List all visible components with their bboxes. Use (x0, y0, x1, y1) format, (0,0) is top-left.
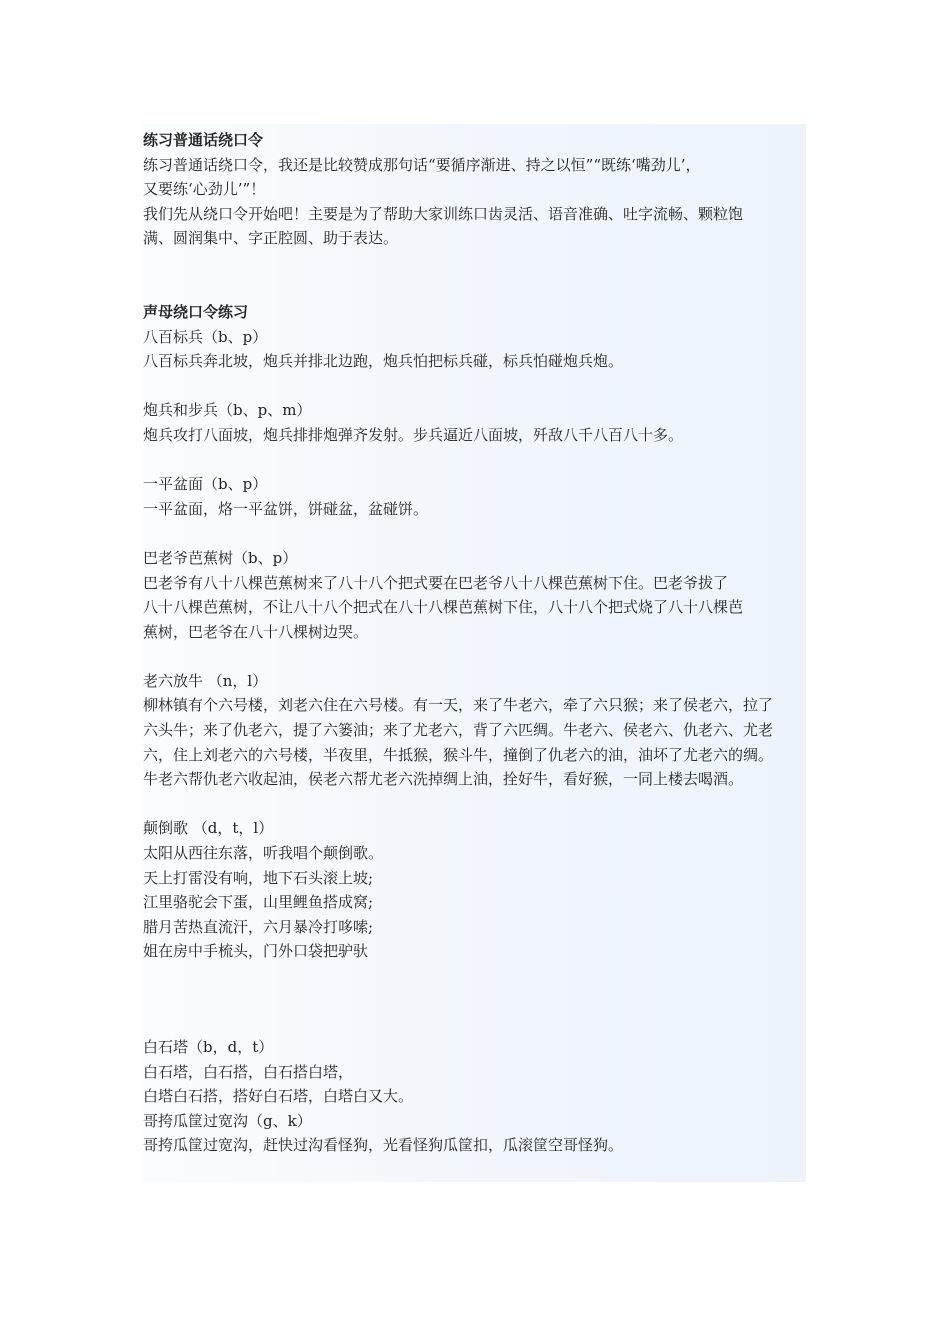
intro-line: 我们先从绕口令开始吧！主要是为了帮助大家训练口齿灵活、语音准确、吐字流畅、颗粒饱 (143, 204, 744, 223)
twister-line: 八百标兵奔北坡，炮兵并排北边跑，炮兵怕把标兵碰，标兵怕碰炮兵炮。 (143, 352, 624, 371)
twister-line: 六，住上刘老六的六号楼，半夜里，牛抵猴，猴斗牛，撞倒了仇老六的油，油坏了尤老六的绸。 (143, 745, 774, 764)
document-body (143, 124, 806, 1182)
twister-line: 柳林镇有个六号楼，刘老六住在六号楼。有一天，来了牛老六，牵了六只猴；来了侯老六，拉了 (143, 696, 774, 715)
intro-line: 又要练‘心劲儿’”！ (143, 180, 266, 199)
twister-title: 老六放牛 （n，l） (143, 671, 268, 690)
twister-title: 颠倒歌 （d，t，l） (143, 819, 274, 838)
spacer (143, 251, 806, 300)
twister-title: 白石塔（b，d，t） (143, 1038, 274, 1056)
twister-line: 八十八棵芭蕉树，不让八十八个把式在八十八棵芭蕉树下住，八十八个把式烧了八十八棵芭 (143, 598, 744, 617)
twister-title: 巴老爷芭蕉树（b、p） (143, 548, 298, 567)
twister-line: 巴老爷有八十八棵芭蕉树来了八十八个把式要在巴老爷八十八棵芭蕉树下住。巴老爷拔了 (143, 573, 729, 592)
twister-line: 江里骆驼会下蛋，山里鲤鱼搭成窝; (143, 893, 374, 912)
spacer (143, 964, 806, 1035)
intro-title: 练习普通话绕口令 (143, 131, 264, 149)
twister-line: 哥挎瓜筐过宽沟，赶快过沟看怪狗，光看怪狗瓜筐扣，瓜滚筐空哥怪狗。 (143, 1136, 624, 1155)
twister-title: 一平盆面（b、p） (143, 475, 268, 494)
twister-title: 炮兵和步兵（b、p、m） (143, 401, 312, 420)
twister-line: 炮兵攻打八面坡，炮兵排排炮弹齐发射。步兵逼近八面坡，歼敌八千八百八十多。 (143, 425, 684, 444)
twister-title: 哥挎瓜筐过宽沟（g、k） (143, 1111, 312, 1130)
section-title: 声母绕口令练习 (143, 302, 249, 321)
spacer (143, 521, 806, 546)
twister-line: 太阳从西往东落，听我唱个颠倒歌。 (143, 844, 384, 863)
twister-line: 一平盆面，烙一平盆饼，饼碰盆，盆碰饼。 (143, 499, 429, 518)
twister-line: 蕉树，巴老爷在八十八棵树边哭。 (143, 622, 369, 641)
spacer (143, 448, 806, 473)
twister-line: 白石塔，白石搭，白石搭白塔， (143, 1062, 354, 1081)
twister-line: 姐在房中手梳头，门外口袋把驴驮 (143, 942, 369, 961)
spacer (143, 644, 806, 669)
twister-line: 天上打雷没有响，地下石头滚上坡; (143, 868, 374, 887)
twister-line: 白塔白石搭，搭好白石塔，白塔白又大。 (143, 1087, 414, 1106)
intro-line: 练习普通话绕口令，我还是比较赞成那句话“要循序渐进、持之以恒”“既练‘嘴劲儿’， (143, 155, 701, 174)
twister-line: 腊月苦热直流汗，六月暴冷打哆嗦; (143, 917, 374, 936)
intro-line: 满、圆润集中、字正腔圆、助于表达。 (143, 229, 399, 248)
spacer (143, 792, 806, 817)
spacer (143, 374, 806, 399)
twister-title: 八百标兵（b、p） (143, 327, 268, 346)
twister-line: 牛老六帮仇老六收起油，侯老六帮尤老六洗掉绸上油，拴好牛，看好猴，一同上楼去喝酒。 (143, 770, 744, 789)
twister-line: 六头牛；来了仇老六，提了六篓油；来了尤老六，背了六匹绸。牛老六、侯老六、仇老六、尤老 (143, 721, 774, 740)
